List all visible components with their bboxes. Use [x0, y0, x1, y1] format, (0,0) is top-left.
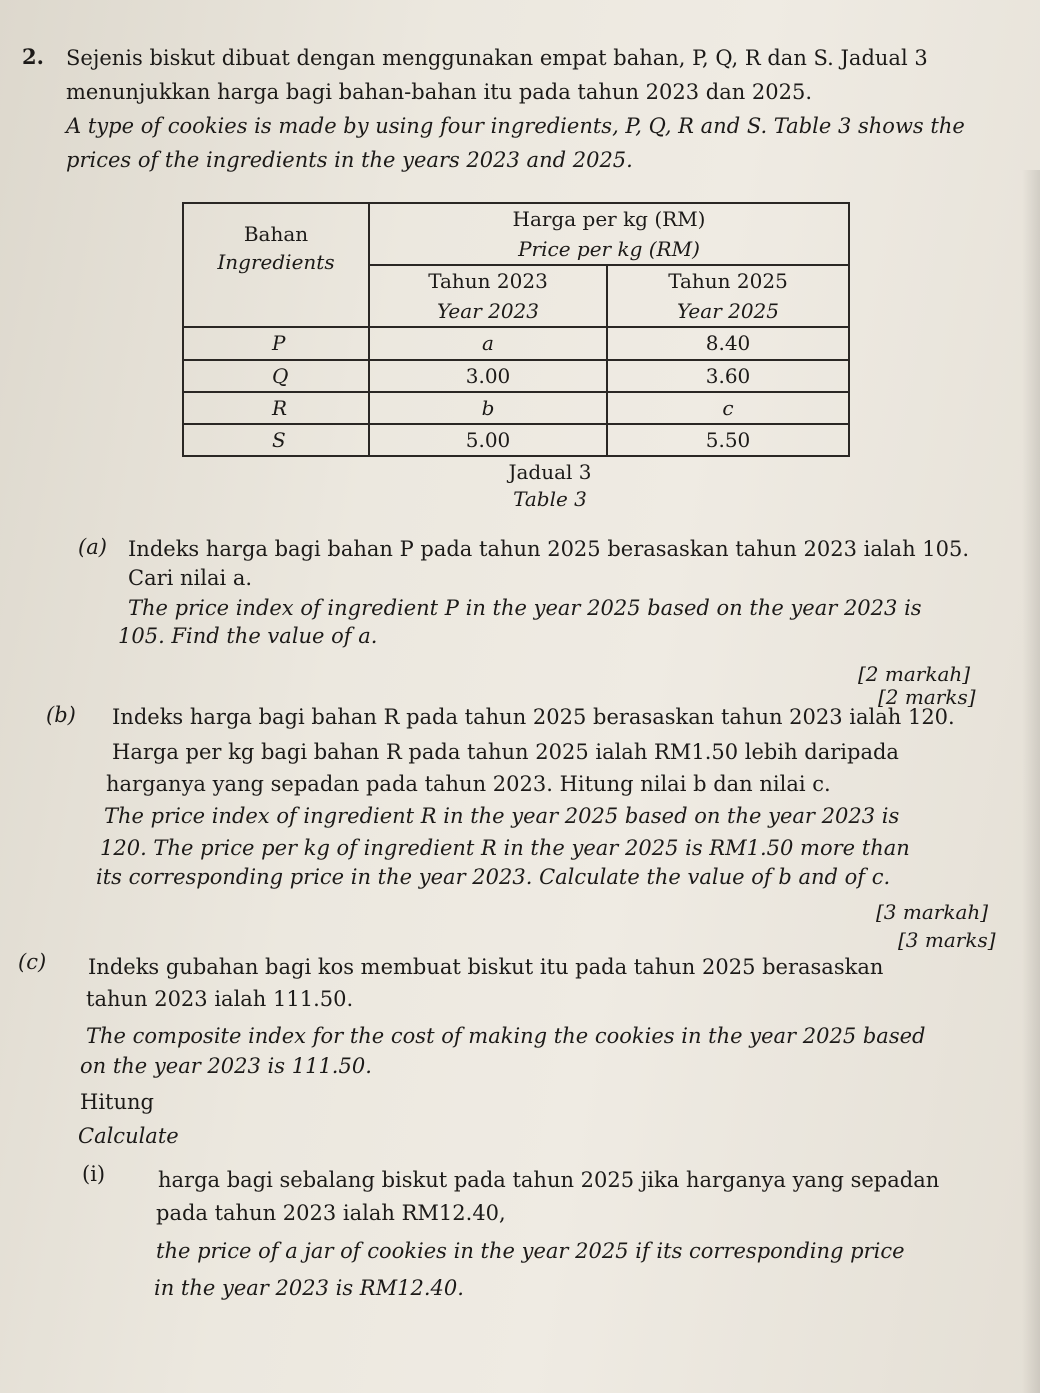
row-ingredient: R: [183, 392, 369, 424]
part-a-label: (a): [78, 535, 107, 559]
part-b-marks-ms: [3 markah]: [876, 900, 989, 924]
intro-en-line-1: A type of cookies is made by using four ingredients, P, Q, R and S. Table 3 shows the: [66, 114, 965, 138]
part-c-ms-line-1: Indeks gubahan bagi kos membuat biskut itu pada tahun 2025 berasaskan: [88, 955, 884, 979]
part-a-en-line-2: 105. Find the value of a.: [118, 624, 378, 648]
part-a-marks-en: [2 marks]: [878, 685, 976, 709]
part-c-hitung: Hitung: [80, 1090, 154, 1114]
intro-ms-line-2: menunjukkan harga bagi bahan-bahan itu pada tahun 2023 dan 2025.: [66, 80, 813, 104]
part-b-label: (b): [46, 703, 76, 727]
part-b-en-line-2: 120. The price per kg of ingredient R in the year 2025 is RM1.50 more than: [100, 836, 910, 860]
part-b-en-line-1: The price index of ingredient R in the year 2025 based on the year 2023 is: [104, 804, 900, 828]
table-row: [183, 424, 849, 456]
page-edge-shadow: [1022, 170, 1040, 1393]
intro-ms-line-1: Sejenis biskut dibuat dengan menggunakan empat bahan, P, Q, R dan S. Jadual 3: [66, 46, 928, 70]
question-number: 2.: [22, 44, 44, 69]
part-c-en-line-2: on the year 2023 is 111.50.: [80, 1054, 372, 1078]
part-c-i-label: (i): [82, 1162, 106, 1186]
row-ingredient: S: [183, 424, 369, 456]
part-c-i-en-line-1: the price of a jar of cookies in the year 2025 if its corresponding price: [156, 1239, 905, 1263]
row-2023-price: a: [369, 327, 607, 359]
row-2025-price: 8.40: [607, 327, 849, 359]
table-row: [183, 392, 849, 424]
header-ingredients: [183, 203, 369, 327]
row-ingredient: P: [183, 327, 369, 359]
part-c-label: (c): [18, 950, 47, 974]
row-2025-price: 5.50: [607, 424, 849, 456]
header-2025-en: Year 2025: [607, 296, 849, 327]
header-bahan: Bahan: [243, 222, 309, 246]
header-ingredients-en: Ingredients: [217, 250, 335, 274]
row-2025-price: c: [607, 392, 849, 424]
row-2023-price: 3.00: [369, 360, 607, 392]
part-b-marks-en: [3 marks]: [898, 928, 996, 952]
part-c-i-en-line-2: in the year 2023 is RM12.40.: [154, 1276, 464, 1300]
part-b-en-line-3: its corresponding price in the year 2023. Calculate the value of b and of c.: [96, 865, 891, 889]
header-2025-ms: Tahun 2025: [607, 265, 849, 296]
part-b-ms-line-2: Harga per kg bagi bahan R pada tahun 2025 ialah RM1.50 lebih daripada: [112, 740, 899, 764]
header-price-ms: Harga per kg (RM): [369, 203, 849, 234]
part-c-i-ms-line-2: pada tahun 2023 ialah RM12.40,: [156, 1201, 506, 1225]
part-a-ms-line-1: Indeks harga bagi bahan P pada tahun 2025 berasaskan tahun 2023 ialah 105.: [128, 537, 970, 561]
price-table: [182, 202, 850, 457]
row-ingredient: Q: [183, 360, 369, 392]
header-price-en: Price per kg (RM): [369, 234, 849, 265]
part-a-en-line-1: The price index of ingredient P in the year 2025 based on the year 2023 is: [128, 596, 922, 620]
header-2023-ms: Tahun 2023: [369, 265, 607, 296]
row-2023-price: b: [369, 392, 607, 424]
part-b-ms-line-3: harganya yang sepadan pada tahun 2023. Hitung nilai b dan nilai c.: [106, 772, 831, 796]
part-b-ms-line-1: Indeks harga bagi bahan R pada tahun 2025 berasaskan tahun 2023 ialah 120.: [112, 705, 955, 729]
header-2023-en: Year 2023: [369, 296, 607, 327]
part-c-i-ms-line-1: harga bagi sebalang biskut pada tahun 2025 jika harganya yang sepadan: [158, 1168, 940, 1192]
part-c-ms-line-2: tahun 2023 ialah 111.50.: [86, 987, 354, 1011]
part-a-ms-line-2: Cari nilai a.: [128, 566, 253, 590]
row-2025-price: 3.60: [607, 360, 849, 392]
part-c-calculate: Calculate: [78, 1124, 179, 1148]
table-row: [183, 360, 849, 392]
table-caption-en: Table 3: [513, 487, 587, 511]
row-2023-price: 5.00: [369, 424, 607, 456]
part-c-en-line-1: The composite index for the cost of making the cookies in the year 2025 based: [86, 1024, 926, 1048]
intro-en-line-2: prices of the ingredients in the years 2023 and 2025.: [66, 148, 633, 172]
table-row: [183, 327, 849, 359]
part-a-marks-ms: [2 markah]: [858, 662, 971, 686]
table-caption-ms: Jadual 3: [508, 460, 592, 484]
